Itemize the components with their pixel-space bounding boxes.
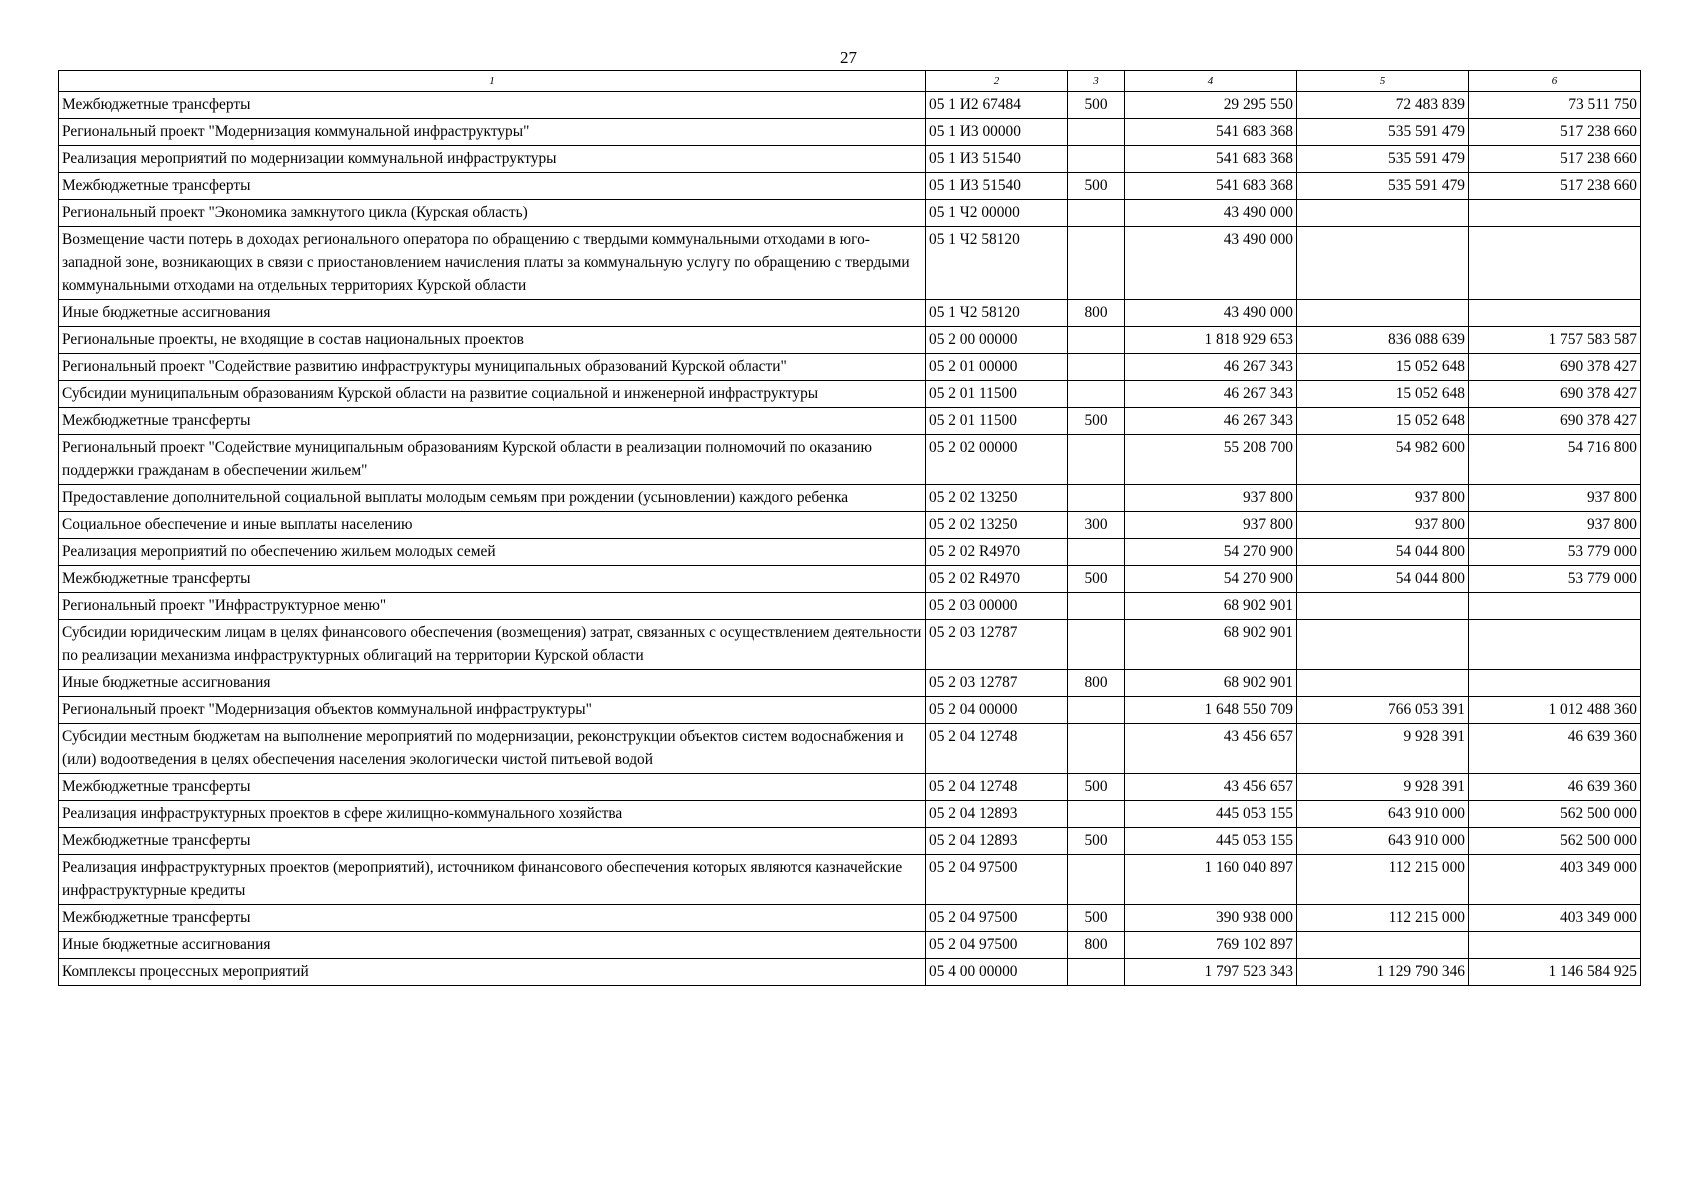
row-amount-3-cell [1469,227,1641,300]
table-row [59,959,1641,986]
row-expense-type-cell: 500 [1068,92,1125,119]
row-amount-3-cell: 1 757 583 587 [1469,327,1641,354]
row-code-cell: 05 2 02 R4970 [926,539,1068,566]
row-amount-3-cell: 517 238 660 [1469,146,1641,173]
row-expense-type-cell [1068,435,1125,485]
row-name-cell: Возмещение части потерь в доходах регионального оператора по обращению с твердыми коммунальными отходами в юго-западной зоне, возникающих в связи с приостановлением начисления платы за коммунальную услугу по обращению с твердыми коммунальными отходами на отдельных территориях Курской области [59,227,926,300]
row-expense-type-cell [1068,119,1125,146]
row-expense-type-cell: 500 [1068,566,1125,593]
row-amount-2-cell: 766 053 391 [1297,697,1469,724]
row-amount-1-cell: 43 490 000 [1125,227,1297,300]
table-row [59,381,1641,408]
column-number-header-row [59,71,1641,92]
row-name-cell: Иные бюджетные ассигнования [59,300,926,327]
table-row [59,697,1641,724]
row-name-cell: Социальное обеспечение и иные выплаты населению [59,512,926,539]
row-expense-type-cell: 500 [1068,774,1125,801]
row-code-cell: 05 2 00 00000 [926,327,1068,354]
table-row [59,485,1641,512]
row-amount-2-cell: 15 052 648 [1297,381,1469,408]
row-amount-1-cell: 937 800 [1125,485,1297,512]
row-amount-2-cell: 643 910 000 [1297,828,1469,855]
row-amount-3-cell: 562 500 000 [1469,801,1641,828]
row-name-cell: Межбюджетные трансферты [59,408,926,435]
row-amount-3-cell: 403 349 000 [1469,855,1641,905]
row-amount-1-cell: 43 456 657 [1125,724,1297,774]
row-expense-type-cell [1068,620,1125,670]
row-expense-type-cell [1068,146,1125,173]
row-code-cell: 05 2 01 00000 [926,354,1068,381]
row-amount-3-cell: 54 716 800 [1469,435,1641,485]
row-amount-2-cell: 15 052 648 [1297,408,1469,435]
row-code-cell: 05 2 02 00000 [926,435,1068,485]
row-amount-3-cell: 690 378 427 [1469,408,1641,435]
table-row [59,724,1641,774]
row-amount-1-cell: 43 490 000 [1125,300,1297,327]
row-amount-2-cell: 643 910 000 [1297,801,1469,828]
table-row [59,408,1641,435]
row-amount-3-cell [1469,200,1641,227]
column-header-5: 5 [1297,71,1469,92]
row-amount-1-cell: 541 683 368 [1125,119,1297,146]
row-amount-1-cell: 46 267 343 [1125,408,1297,435]
row-amount-2-cell: 112 215 000 [1297,855,1469,905]
row-amount-3-cell: 937 800 [1469,485,1641,512]
row-amount-3-cell: 937 800 [1469,512,1641,539]
row-amount-2-cell: 112 215 000 [1297,905,1469,932]
row-expense-type-cell [1068,724,1125,774]
column-header-3: 3 [1068,71,1125,92]
row-expense-type-cell [1068,539,1125,566]
table-row [59,173,1641,200]
row-amount-2-cell: 54 982 600 [1297,435,1469,485]
table-row [59,905,1641,932]
row-name-cell: Субсидии юридическим лицам в целях финансового обеспечения (возмещения) затрат, связанных с осуществлением деятельности по реализации механизма инфраструктурных облигаций на территории Курской области [59,620,926,670]
row-amount-3-cell: 517 238 660 [1469,173,1641,200]
row-amount-1-cell: 1 160 040 897 [1125,855,1297,905]
row-amount-1-cell: 769 102 897 [1125,932,1297,959]
row-amount-2-cell [1297,670,1469,697]
row-amount-1-cell: 46 267 343 [1125,354,1297,381]
row-expense-type-cell: 500 [1068,408,1125,435]
row-amount-3-cell: 73 511 750 [1469,92,1641,119]
row-amount-1-cell: 445 053 155 [1125,801,1297,828]
row-amount-3-cell: 690 378 427 [1469,381,1641,408]
row-amount-1-cell: 68 902 901 [1125,670,1297,697]
row-expense-type-cell: 500 [1068,173,1125,200]
row-amount-3-cell [1469,670,1641,697]
row-name-cell: Реализация мероприятий по обеспечению жильем молодых семей [59,539,926,566]
table-row [59,227,1641,300]
row-name-cell: Региональный проект "Инфраструктурное меню" [59,593,926,620]
row-name-cell: Межбюджетные трансферты [59,173,926,200]
row-expense-type-cell [1068,593,1125,620]
row-amount-3-cell: 1 012 488 360 [1469,697,1641,724]
row-code-cell: 05 2 04 97500 [926,905,1068,932]
row-amount-2-cell [1297,200,1469,227]
row-amount-1-cell: 937 800 [1125,512,1297,539]
row-expense-type-cell [1068,959,1125,986]
row-code-cell: 05 2 04 00000 [926,697,1068,724]
table-row [59,146,1641,173]
row-expense-type-cell: 500 [1068,828,1125,855]
table-row [59,539,1641,566]
row-name-cell: Межбюджетные трансферты [59,92,926,119]
row-expense-type-cell: 800 [1068,932,1125,959]
row-amount-3-cell: 517 238 660 [1469,119,1641,146]
row-amount-1-cell: 445 053 155 [1125,828,1297,855]
row-code-cell: 05 2 04 97500 [926,932,1068,959]
row-amount-1-cell: 390 938 000 [1125,905,1297,932]
row-code-cell: 05 2 02 13250 [926,485,1068,512]
row-amount-2-cell: 535 591 479 [1297,146,1469,173]
row-name-cell: Реализация инфраструктурных проектов в сфере жилищно-коммунального хозяйства [59,801,926,828]
row-expense-type-cell: 300 [1068,512,1125,539]
row-amount-2-cell: 1 129 790 346 [1297,959,1469,986]
row-name-cell: Комплексы процессных мероприятий [59,959,926,986]
row-code-cell: 05 2 02 R4970 [926,566,1068,593]
row-expense-type-cell [1068,200,1125,227]
row-expense-type-cell [1068,381,1125,408]
row-amount-3-cell: 690 378 427 [1469,354,1641,381]
row-code-cell: 05 2 01 11500 [926,381,1068,408]
row-amount-1-cell: 43 456 657 [1125,774,1297,801]
table-row [59,200,1641,227]
row-expense-type-cell [1068,855,1125,905]
row-amount-1-cell: 1 818 929 653 [1125,327,1297,354]
row-amount-2-cell: 535 591 479 [1297,173,1469,200]
row-name-cell: Субсидии муниципальным образованиям Курской области на развитие социальной и инженерной инфраструктуры [59,381,926,408]
column-header-4: 4 [1125,71,1297,92]
row-name-cell: Реализация мероприятий по модернизации коммунальной инфраструктуры [59,146,926,173]
column-header-2: 2 [926,71,1068,92]
table-body [59,92,1641,986]
table-row [59,801,1641,828]
row-expense-type-cell: 500 [1068,905,1125,932]
table-row [59,435,1641,485]
table-row [59,774,1641,801]
row-code-cell: 05 2 04 12748 [926,774,1068,801]
row-expense-type-cell [1068,327,1125,354]
table-row [59,327,1641,354]
row-amount-1-cell: 43 490 000 [1125,200,1297,227]
row-code-cell: 05 2 01 11500 [926,408,1068,435]
row-name-cell: Региональный проект "Содействие муниципальным образованиям Курской области в реализации полномочий по оказанию поддержки гражданам в обеспечении жильем" [59,435,926,485]
row-code-cell: 05 1 Ч2 00000 [926,200,1068,227]
table-row [59,670,1641,697]
row-amount-2-cell [1297,227,1469,300]
budget-table [58,70,1641,986]
row-code-cell: 05 2 03 12787 [926,670,1068,697]
row-code-cell: 05 1 И3 00000 [926,119,1068,146]
row-amount-2-cell: 937 800 [1297,485,1469,512]
table-row [59,620,1641,670]
row-expense-type-cell [1068,801,1125,828]
row-amount-1-cell: 55 208 700 [1125,435,1297,485]
table-row [59,300,1641,327]
row-code-cell: 05 2 04 12893 [926,801,1068,828]
row-name-cell: Региональный проект "Содействие развитию инфраструктуры муниципальных образований Курской области" [59,354,926,381]
row-amount-3-cell [1469,300,1641,327]
table-row [59,855,1641,905]
row-name-cell: Предоставление дополнительной социальной выплаты молодым семьям при рождении (усыновлении) каждого ребенка [59,485,926,512]
row-name-cell: Региональный проект "Экономика замкнутого цикла (Курская область) [59,200,926,227]
row-name-cell: Межбюджетные трансферты [59,828,926,855]
table-row [59,512,1641,539]
row-code-cell: 05 2 04 97500 [926,855,1068,905]
row-name-cell: Межбюджетные трансферты [59,905,926,932]
row-amount-1-cell: 1 797 523 343 [1125,959,1297,986]
row-amount-2-cell: 54 044 800 [1297,566,1469,593]
row-expense-type-cell [1068,354,1125,381]
row-amount-1-cell: 46 267 343 [1125,381,1297,408]
table-row [59,828,1641,855]
row-code-cell: 05 2 03 12787 [926,620,1068,670]
row-amount-3-cell: 46 639 360 [1469,774,1641,801]
row-amount-3-cell: 53 779 000 [1469,566,1641,593]
row-amount-2-cell: 15 052 648 [1297,354,1469,381]
row-amount-2-cell: 836 088 639 [1297,327,1469,354]
row-amount-1-cell: 68 902 901 [1125,620,1297,670]
row-expense-type-cell [1068,697,1125,724]
page-number: 27 [840,48,857,67]
row-code-cell: 05 1 И3 51540 [926,146,1068,173]
row-amount-3-cell: 562 500 000 [1469,828,1641,855]
table-row [59,566,1641,593]
table-row [59,932,1641,959]
row-amount-3-cell: 403 349 000 [1469,905,1641,932]
row-amount-2-cell [1297,593,1469,620]
row-name-cell: Иные бюджетные ассигнования [59,670,926,697]
row-code-cell: 05 4 00 00000 [926,959,1068,986]
row-amount-3-cell: 46 639 360 [1469,724,1641,774]
row-amount-2-cell: 54 044 800 [1297,539,1469,566]
row-amount-1-cell: 541 683 368 [1125,146,1297,173]
table-row [59,92,1641,119]
table-row [59,119,1641,146]
row-amount-2-cell: 9 928 391 [1297,724,1469,774]
row-amount-3-cell: 53 779 000 [1469,539,1641,566]
row-amount-1-cell: 68 902 901 [1125,593,1297,620]
row-amount-1-cell: 29 295 550 [1125,92,1297,119]
row-code-cell: 05 1 И3 51540 [926,173,1068,200]
row-amount-1-cell: 54 270 900 [1125,539,1297,566]
column-header-1: 1 [59,71,926,92]
row-amount-2-cell: 9 928 391 [1297,774,1469,801]
row-amount-1-cell: 54 270 900 [1125,566,1297,593]
row-code-cell: 05 1 И2 67484 [926,92,1068,119]
row-name-cell: Межбюджетные трансферты [59,774,926,801]
row-expense-type-cell: 800 [1068,670,1125,697]
row-name-cell: Региональные проекты, не входящие в состав национальных проектов [59,327,926,354]
row-code-cell: 05 2 02 13250 [926,512,1068,539]
row-name-cell: Субсидии местным бюджетам на выполнение мероприятий по модернизации, реконструкции объектов систем водоснабжения и (или) водоотведения в целях обеспечения населения экологически чистой питьевой водой [59,724,926,774]
row-code-cell: 05 2 03 00000 [926,593,1068,620]
row-amount-3-cell [1469,932,1641,959]
row-amount-3-cell [1469,593,1641,620]
row-expense-type-cell [1068,227,1125,300]
table-row [59,354,1641,381]
column-header-6: 6 [1469,71,1641,92]
row-amount-3-cell: 1 146 584 925 [1469,959,1641,986]
row-amount-2-cell [1297,932,1469,959]
row-amount-2-cell: 937 800 [1297,512,1469,539]
row-amount-3-cell [1469,620,1641,670]
row-name-cell: Межбюджетные трансферты [59,566,926,593]
row-code-cell: 05 2 04 12893 [926,828,1068,855]
row-expense-type-cell [1068,485,1125,512]
table-row [59,593,1641,620]
row-amount-2-cell: 535 591 479 [1297,119,1469,146]
row-amount-2-cell [1297,620,1469,670]
row-code-cell: 05 1 Ч2 58120 [926,227,1068,300]
row-code-cell: 05 2 04 12748 [926,724,1068,774]
row-amount-1-cell: 1 648 550 709 [1125,697,1297,724]
row-amount-1-cell: 541 683 368 [1125,173,1297,200]
row-name-cell: Региональный проект "Модернизация объектов коммунальной инфраструктуры" [59,697,926,724]
row-amount-2-cell: 72 483 839 [1297,92,1469,119]
row-expense-type-cell: 800 [1068,300,1125,327]
row-name-cell: Региональный проект "Модернизация коммунальной инфраструктуры" [59,119,926,146]
row-name-cell: Реализация инфраструктурных проектов (мероприятий), источником финансового обеспечения которых являются казначейские инфраструктурные кредиты [59,855,926,905]
row-code-cell: 05 1 Ч2 58120 [926,300,1068,327]
row-amount-2-cell [1297,300,1469,327]
row-name-cell: Иные бюджетные ассигнования [59,932,926,959]
